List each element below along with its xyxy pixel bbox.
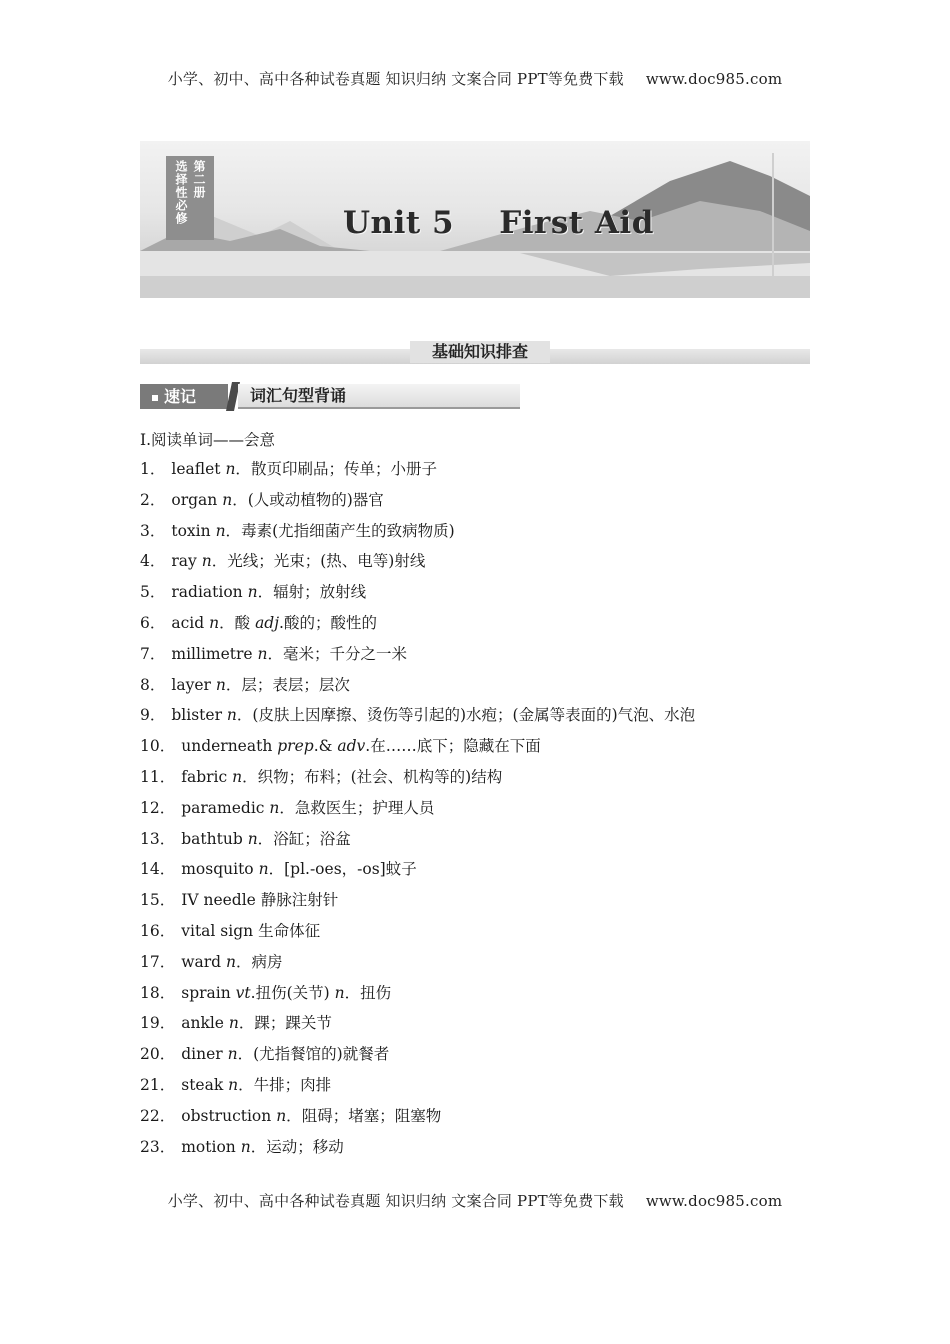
- vocab-pos: n: [209, 613, 220, 632]
- vocab-separator: ．: [232, 490, 248, 509]
- volume-badge: [166, 156, 214, 240]
- vocab-item: [140, 611, 695, 642]
- vocab-separator: ．: [279, 798, 295, 817]
- vocab-meaning: 散页印刷品；传单；小册子: [250, 460, 437, 478]
- vocab-item: [140, 950, 695, 981]
- footer-text: 小学、初中、高中各种试卷真题 知识归纳 文案合同 PPT等免费下载: [167, 1192, 624, 1210]
- vocab-meaning: (尤指餐馆的)就餐者: [253, 1045, 390, 1064]
- vocab-separator: ．: [268, 860, 285, 879]
- header-url[interactable]: www.doc985.com: [645, 70, 783, 88]
- vocab-item: [140, 1104, 695, 1135]
- vocab-number: 18．: [140, 983, 176, 1002]
- vocab-number: 19．: [140, 1014, 176, 1033]
- vocab-item: [140, 981, 695, 1012]
- vocab-item: [140, 673, 695, 704]
- vocab-word: leaflet: [171, 460, 221, 478]
- vocab-number: 16．: [140, 921, 176, 940]
- vocab-meaning: 踝；踝关节: [254, 1014, 332, 1033]
- vocab-word: acid: [171, 613, 205, 632]
- vocab-number: 12．: [140, 798, 176, 817]
- vocab-pos: n: [228, 1014, 239, 1033]
- vocab-pos: n: [247, 583, 258, 602]
- vocab-number: 2．: [140, 490, 166, 509]
- vocab-meaning: 生命体征: [258, 921, 321, 940]
- vocab-separator: ．: [238, 1075, 254, 1094]
- vocab-pos: n: [215, 521, 226, 540]
- vocab-separator-2: ．: [344, 983, 361, 1002]
- vocab-number: 11．: [140, 767, 176, 786]
- vocab-pos: n: [240, 1137, 251, 1156]
- vocab-number: 9．: [140, 706, 166, 725]
- vocab-number: 4．: [140, 552, 166, 571]
- unit-banner: [140, 141, 810, 298]
- vocab-meaning: 毫米；千分之一米: [283, 644, 408, 663]
- vocab-pos: n: [226, 952, 236, 971]
- vocab-number: 20．: [140, 1045, 176, 1064]
- vocab-item: [140, 1135, 695, 1166]
- vocab-item: [140, 519, 695, 550]
- vocab-list: [140, 457, 695, 1165]
- vocab-number: 7．: [140, 644, 166, 663]
- vocab-pos: n: [257, 644, 268, 663]
- page-footer: [0, 1190, 950, 1211]
- vocab-number: 14．: [140, 860, 176, 879]
- vocab-pos: n: [228, 1075, 239, 1094]
- vocab-word: sprain: [181, 983, 231, 1002]
- section-bar-label: 基础知识排查: [410, 341, 550, 363]
- vocab-item: [140, 580, 695, 611]
- vocab-item: [140, 765, 695, 796]
- vocab-word: layer: [171, 675, 211, 694]
- vocab-separator: ．: [236, 952, 252, 971]
- vocab-meaning: [pl.-oes，-os]蚊子: [284, 860, 417, 879]
- vocab-pos: n: [201, 552, 212, 571]
- vocab-word: paramedic: [181, 798, 265, 817]
- vocab-word: underneath: [181, 737, 273, 756]
- vocab-pos: n: [269, 798, 280, 817]
- vocab-number: 15．: [140, 891, 176, 910]
- vocab-word: ankle: [181, 1014, 224, 1033]
- vocab-meaning: 扭伤(关节): [255, 983, 335, 1002]
- vocab-word: ward: [181, 952, 222, 971]
- vocab-meaning-2: 酸的；酸性的: [283, 613, 377, 632]
- vocab-item: [140, 796, 695, 827]
- unit-title: Unit 5 First Aid: [343, 205, 654, 241]
- vocab-item: [140, 734, 695, 765]
- vocab-number: 17．: [140, 952, 176, 971]
- vocab-separator: ．: [238, 1014, 255, 1033]
- vocab-item: [140, 642, 695, 673]
- vocab-meaning: 浴缸；浴盆: [273, 829, 351, 848]
- vocab-separator: ．: [225, 675, 242, 694]
- vocab-word: diner: [181, 1045, 223, 1064]
- vocab-meaning: 层；表层；层次: [241, 675, 350, 694]
- vocab-separator: .&: [313, 737, 338, 756]
- vocab-item: [140, 919, 695, 950]
- vocab-pos: n: [247, 829, 258, 848]
- vocab-item: [140, 457, 695, 488]
- vocab-pos: n: [232, 767, 243, 786]
- vocab-pos: prep: [277, 737, 314, 756]
- footer-url[interactable]: www.doc985.com: [645, 1192, 783, 1210]
- vocab-meaning: 静脉注射针: [260, 891, 339, 910]
- vocab-meaning: 辐射；放射线: [273, 583, 367, 602]
- tag-left: [140, 384, 228, 409]
- vocab-meaning: (皮肤上因摩擦、烫伤等引起的)水疱；(金属等表面的)气泡、水泡: [252, 706, 696, 725]
- vocab-meaning: 织物；布料；(社会、机构等的)结构: [257, 767, 503, 786]
- vocab-word: toxin: [171, 521, 211, 540]
- vocab-separator: ．: [235, 460, 251, 478]
- vocab-word: ray: [171, 552, 197, 571]
- vocab-meaning: 酸: [234, 613, 256, 632]
- vocab-number: 22．: [140, 1106, 176, 1125]
- header-text: 小学、初中、高中各种试卷真题 知识归纳 文案合同 PPT等免费下载: [167, 70, 624, 88]
- section-bar: [140, 342, 810, 364]
- vocab-meaning: 急救医生；护理人员: [294, 798, 435, 817]
- vocab-word: radiation: [171, 583, 243, 602]
- vocab-separator: ．: [286, 1106, 302, 1125]
- vocab-meaning: (人或动植物的)器官: [247, 490, 384, 509]
- vocab-separator: ．: [211, 552, 228, 571]
- vocab-pos: n: [222, 490, 233, 509]
- vocab-item: [140, 827, 695, 858]
- tag-left-label: 速记: [164, 387, 197, 406]
- vocab-item: [140, 1011, 695, 1042]
- vocab-pos-2: n: [334, 983, 345, 1002]
- vocab-item: [140, 488, 695, 519]
- vocab-number: 5．: [140, 583, 166, 602]
- vocab-pos: n: [276, 1106, 287, 1125]
- tag-right-label: 词汇句型背诵: [238, 384, 520, 409]
- vocab-pos-2: adj: [255, 613, 280, 632]
- vocab-pos-2: adv: [337, 737, 366, 756]
- vocab-pos: n: [215, 675, 226, 694]
- page-header: [0, 68, 950, 89]
- square-bullet-icon: [152, 395, 158, 401]
- vocab-separator: ．: [267, 644, 284, 663]
- vocab-separator: ．: [225, 521, 242, 540]
- vocab-number: 21．: [140, 1075, 176, 1094]
- vocab-separator-2: .: [365, 737, 371, 756]
- vocab-meaning-2: 扭伤: [360, 983, 392, 1002]
- vocab-word: vital sign: [181, 921, 254, 940]
- vocab-item: [140, 1073, 695, 1104]
- vocab-pos: n: [227, 1045, 238, 1064]
- vocab-meaning: 光线；光束；(热、电等)射线: [227, 552, 426, 571]
- vocab-meaning-2: 在……底下；隐藏在下面: [370, 737, 541, 756]
- vocab-item: [140, 857, 695, 888]
- vocab-meaning: 阻碍；堵塞；阻塞物: [301, 1106, 442, 1125]
- vocab-number: 10．: [140, 737, 176, 756]
- vocab-pos: n: [226, 706, 237, 725]
- vocab-separator: ．: [257, 829, 274, 848]
- badge-series-label: 选择性必修: [174, 160, 188, 225]
- vocab-separator: ．: [236, 706, 253, 725]
- vocab-word: obstruction: [181, 1106, 272, 1125]
- vocab-separator: ．: [237, 1045, 254, 1064]
- vocab-item: [140, 549, 695, 580]
- vocab-pos: n: [258, 860, 269, 879]
- vocab-number: 3．: [140, 521, 166, 540]
- vocab-meaning: 牛排；肉排: [253, 1075, 332, 1094]
- vocab-word: motion: [181, 1137, 236, 1156]
- vocab-word: fabric: [181, 767, 228, 786]
- vocab-number: 8．: [140, 675, 166, 694]
- vocab-separator-2: .: [279, 613, 284, 632]
- vocab-item: [140, 888, 695, 919]
- vocab-separator: ．: [250, 1137, 267, 1156]
- vocab-word: mosquito: [181, 860, 254, 879]
- vocab-number: 6．: [140, 613, 166, 632]
- vocab-number: 1．: [140, 460, 166, 478]
- vocab-word: millimetre: [171, 644, 253, 663]
- section-heading: Ⅰ.阅读单词——会意: [140, 431, 276, 449]
- vocab-meaning: 病房: [251, 952, 283, 971]
- vocab-word: IV needle: [181, 891, 256, 910]
- vocab-number: 13．: [140, 829, 176, 848]
- vocab-meaning: 毒素(尤指细菌产生的致病物质): [241, 521, 455, 540]
- vocab-word: blister: [171, 706, 222, 725]
- vocab-word: steak: [181, 1075, 224, 1094]
- vocab-number: 23．: [140, 1137, 176, 1156]
- tag-bar: [140, 382, 520, 411]
- vocab-separator: ．: [257, 583, 274, 602]
- vocab-item: [140, 1042, 695, 1073]
- vocab-pos: n: [225, 460, 236, 478]
- vocab-separator: .: [250, 983, 256, 1002]
- vocab-separator: ．: [242, 767, 258, 786]
- vocab-meaning: 运动；移动: [266, 1137, 344, 1156]
- vocab-pos: vt: [235, 983, 251, 1002]
- vocab-word: organ: [171, 490, 218, 509]
- vocab-separator: ．: [219, 613, 235, 632]
- vocab-item: [140, 703, 695, 734]
- vocab-word: bathtub: [181, 829, 243, 848]
- badge-volume-label: 第二册: [192, 160, 206, 199]
